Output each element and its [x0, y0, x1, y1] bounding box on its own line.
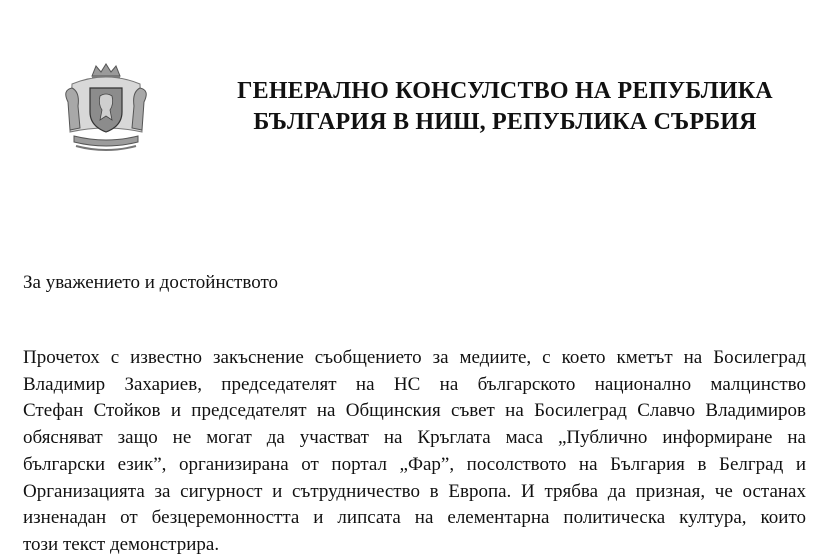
- paragraph-line: изненадан от безцеремонността и липсата на елементарна политическа култура, които: [23, 507, 806, 529]
- salutation: За уважението и достойнството: [23, 272, 278, 293]
- paragraph-line: български език”, организирана от портал „Фар”, посолството на България в Белград и: [23, 453, 806, 475]
- letterhead-line-1: ГЕНЕРАЛНО КОНСУЛСТВО НА РЕПУБЛИКА: [237, 78, 773, 104]
- paragraph-line: Владимир Захариев, председателят на НС на българското национално малцинство: [23, 373, 806, 395]
- paragraph-line: Организацията за сигурност и сътрудничество в Европа. И трябва да призная, че останах: [23, 480, 806, 502]
- paragraph-line: обясняват защо не могат да участват на Кръглата маса „Публично информиране на: [23, 427, 806, 449]
- paragraph-line: Прочетох с известно закъснение съобщението за медиите, с което кметът на Босилеград: [23, 347, 806, 368]
- body-paragraph: [23, 345, 806, 559]
- letterhead-line-2: БЪЛГАРИЯ В НИШ, РЕПУБЛИКА СЪРБИЯ: [253, 109, 757, 135]
- paragraph-line: Стефан Стойков и председателят на Общинския съвет на Босилеград Славчо Владимиров: [23, 400, 806, 422]
- paragraph-line: този текст демонстрира.: [23, 533, 220, 555]
- letterhead: [200, 76, 810, 138]
- coat-of-arms-icon: [58, 62, 154, 154]
